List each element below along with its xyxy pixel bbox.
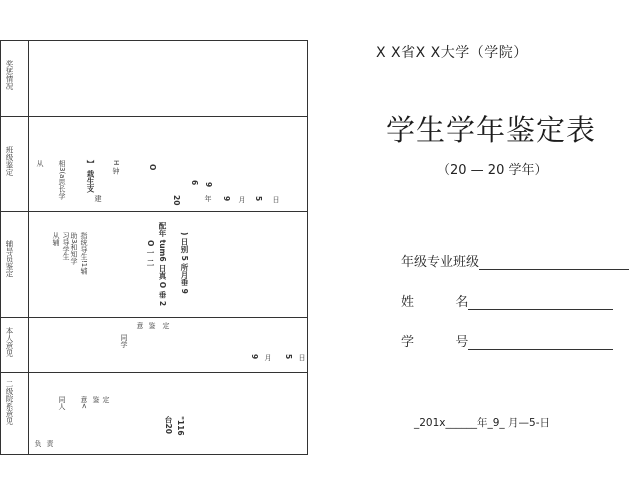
class-eval-date: 6 xyxy=(190,180,199,186)
row-divider xyxy=(0,372,308,373)
counselor-eval-text: 助3和知学 xyxy=(70,232,78,265)
counselor-eval-text: O 一 二 xyxy=(146,240,155,267)
department-opinion-text: 同人 xyxy=(58,396,66,410)
class-eval-date: 年 xyxy=(204,195,212,202)
university-name: X X省X X大学（学院） xyxy=(376,45,528,61)
row-label-self-opinion: 本人意见 xyxy=(5,327,14,357)
student-id-label: 学 号 xyxy=(401,335,469,350)
department-opinion-text: 意< xyxy=(80,396,88,409)
name-field xyxy=(401,291,613,310)
academic-year: （20 — 20 学年） xyxy=(437,163,548,178)
label-column-divider xyxy=(28,40,29,455)
department-opinion-text: 鉴 xyxy=(92,396,100,403)
table-border-right xyxy=(307,40,308,455)
grade-major-class-label: 年级专业班级 xyxy=(401,255,480,270)
grade-major-class-field xyxy=(401,251,629,270)
class-eval-text: 】 栽生支 xyxy=(86,160,95,193)
class-eval-date: 5 xyxy=(254,196,263,202)
class-eval-text: 相3(a思长学 xyxy=(58,160,66,200)
row-divider xyxy=(0,211,308,212)
department-opinion-text: 定 xyxy=(102,396,110,403)
self-opinion-text: 鉴 xyxy=(148,322,156,329)
self-opinion-date: 5 xyxy=(284,354,293,360)
student-id-line[interactable] xyxy=(468,335,613,350)
table-border-left xyxy=(0,40,1,455)
self-opinion-date: 9 xyxy=(250,354,259,360)
self-opinion-date: 月 xyxy=(264,354,272,361)
class-eval-text: O xyxy=(148,164,157,171)
table-border-top xyxy=(0,40,308,41)
student-id-field xyxy=(401,331,613,350)
department-opinion-text: 负 xyxy=(34,440,42,447)
class-eval-date: 日 xyxy=(272,196,280,203)
counselor-eval-text: 习导学生 xyxy=(62,232,70,260)
name-line[interactable] xyxy=(468,295,613,310)
counselor-eval-text: 从辅 xyxy=(52,232,60,246)
class-eval-date: 20 xyxy=(172,195,181,206)
department-opinion-date: "116 xyxy=(176,416,185,436)
row-label-awards: 奖惩情况 xyxy=(5,60,14,90)
self-opinion-text: 意 xyxy=(136,322,144,329)
class-eval-text: 从 xyxy=(36,160,44,167)
class-eval-text: 建 xyxy=(94,195,102,202)
row-label-class-evaluation: 班级鉴定 xyxy=(5,146,14,176)
self-opinion-date: 日 xyxy=(298,354,306,361)
class-eval-date: 9 xyxy=(222,196,231,202)
row-label-department-opinion: 二级院系意见 xyxy=(5,380,14,425)
counselor-eval-text: 配年 tum6 日真 O 垂 2 xyxy=(158,222,167,307)
grade-major-class-line[interactable] xyxy=(479,255,629,270)
self-opinion-text: 同学 xyxy=(120,334,128,348)
counselor-eval-text: ) 日别 5 所月垂 9 xyxy=(180,232,189,294)
name-label: 姓 名 xyxy=(401,295,469,310)
class-eval-date: 9 xyxy=(204,182,213,188)
row-divider xyxy=(0,116,308,117)
class-eval-text: H 钟 xyxy=(112,160,120,175)
self-opinion-text: 定 xyxy=(162,322,170,329)
row-divider xyxy=(0,317,308,318)
table-border-bottom xyxy=(0,454,308,455)
department-opinion-text: 责 xyxy=(46,440,54,447)
fill-date: _201x______年_9_ 月—5-日 xyxy=(414,417,550,429)
counselor-eval-text: 指统导生!1辅 xyxy=(80,232,88,275)
department-opinion-date: 台20 xyxy=(164,416,173,434)
class-eval-date: 月 xyxy=(238,196,246,203)
page-title: 学生学年鉴定表 xyxy=(386,113,597,147)
row-label-counselor-evaluation: 辅导员鉴定 xyxy=(5,240,14,278)
